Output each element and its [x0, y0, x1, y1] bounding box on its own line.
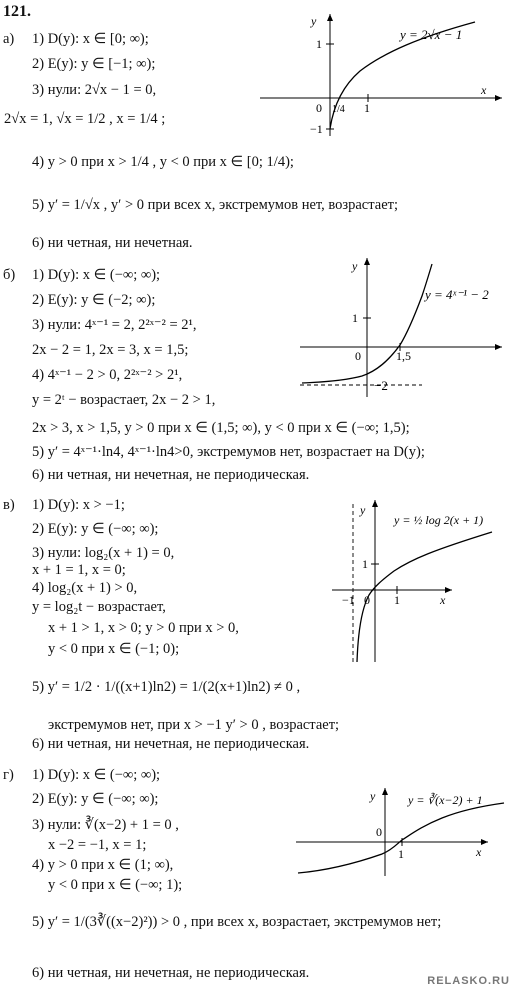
- part-v-line-2: 2) E(y): y ∈ (−∞; ∞);: [32, 521, 159, 537]
- graph-g: [292, 780, 514, 880]
- graph-g-tick-1: 1: [398, 847, 404, 861]
- part-a-line-2: 2) E(y): y ∈ [−1; ∞);: [32, 56, 156, 72]
- part-b-line-1: 1) D(y): x ∈ (−∞; ∞);: [32, 267, 161, 283]
- graph-v-tick-1y: 1: [362, 557, 368, 571]
- graph-b-tick-0: 0: [355, 349, 361, 363]
- part-g-line-1: 1) D(y): x ∈ (−∞; ∞);: [32, 767, 161, 783]
- part-b-line-4b: y = 2ᵗ − возрастает, 2x − 2 > 1,: [32, 392, 216, 408]
- part-v-line-4: 4) log₂(x + 1) > 0,: [32, 580, 138, 596]
- graph-g-formula: y = ∛(x−2) + 1: [408, 793, 483, 807]
- part-g-marker: г): [3, 767, 14, 783]
- part-g-line-5: 5) y′ = 1/(3∛((x−2)²)) > 0 , при всех x, возрастает, экстремумов нет;: [32, 914, 442, 930]
- part-v-line-6: 6) ни четная, ни нечетная, не периодическая.: [32, 736, 310, 752]
- part-v-marker: в): [3, 497, 15, 513]
- graph-g-curve: [298, 803, 504, 873]
- graph-a-tick-1x: 1: [364, 101, 370, 115]
- graph-v-y-label: y: [360, 503, 366, 517]
- graph-b-tick-15: 1,5: [396, 349, 411, 363]
- graph-b-tick-1: 1: [352, 311, 358, 325]
- part-a-line-6: 6) ни четная, ни нечетная.: [32, 235, 193, 251]
- part-v-line-5b: экстремумов нет, при x > −1 y′ > 0 , возрастает;: [48, 717, 340, 733]
- graph-v-tick-0: 0: [364, 593, 370, 607]
- graph-v-tick-1x: 1: [394, 593, 400, 607]
- graph-v-tick-m1: −1: [342, 593, 355, 607]
- part-a-line-5: 5) y′ = 1/√x , y′ > 0 при всех x, экстремумов нет, возрастает;: [32, 197, 398, 213]
- part-g-line-4: 4) y > 0 при x ∈ (1; ∞),: [32, 857, 174, 873]
- problem-number: 121.: [3, 3, 31, 20]
- graph-a-tick-1y: 1: [316, 37, 322, 51]
- part-v-line-3b: x + 1 = 1, x = 0;: [32, 562, 126, 578]
- part-b-line-5: 5) y′ = 4ˣ⁻¹·ln4, 4ˣ⁻¹·ln4>0, экстремумов нет, возрастает на D(y);: [32, 444, 425, 460]
- part-v-line-1: 1) D(y): x > −1;: [32, 497, 125, 513]
- graph-a-x-label: x: [481, 83, 487, 97]
- part-b-line-2: 2) E(y): y ∈ (−2; ∞);: [32, 292, 156, 308]
- part-g-line-2: 2) E(y): y ∈ (−∞; ∞);: [32, 791, 159, 807]
- part-g-line-3: 3) нули: ∛(x−2) + 1 = 0 ,: [32, 817, 179, 833]
- graph-v-curve: [357, 532, 492, 662]
- part-a-line-3: 3) нули: 2√x − 1 = 0,: [32, 82, 157, 98]
- part-a-marker: а): [3, 31, 15, 47]
- graph-a: [250, 8, 510, 140]
- graph-v-formula: y = ½ log 2(x + 1): [394, 513, 484, 527]
- part-v-line-4d: y < 0 при x ∈ (−1; 0);: [48, 641, 180, 657]
- part-b-line-3: 3) нули: 4ˣ⁻¹ = 2, 2²ˣ⁻² = 2¹,: [32, 317, 197, 333]
- graph-v: [322, 492, 512, 672]
- graph-b-tick-m2: −2: [374, 378, 388, 393]
- part-b-line-6: 6) ни четная, ни нечетная, не периодическая.: [32, 467, 310, 483]
- part-v-line-5: 5) y′ = 1/2 · 1/((x+1)ln2) = 1/(2(x+1)ln2) ≠ 0 ,: [32, 679, 301, 695]
- part-v-line-4b: y = log₂t − возрастает,: [32, 599, 166, 615]
- graph-g-x-label: x: [476, 845, 482, 859]
- graph-g-y-label: y: [370, 789, 376, 803]
- graph-b-y-label: y: [352, 259, 358, 273]
- part-v-line-4c: x + 1 > 1, x > 0; y > 0 при x > 0,: [48, 620, 239, 636]
- graph-b: [292, 252, 514, 400]
- graph-a-formula: y = 2√x − 1: [400, 27, 463, 42]
- part-b-line-3b: 2x − 2 = 1, 2x = 3, x = 1,5;: [32, 342, 189, 358]
- graph-v-x-label: x: [440, 593, 446, 607]
- part-b-marker: б): [3, 267, 16, 283]
- part-g-line-4b: y < 0 при x ∈ (−∞; 1);: [48, 877, 183, 893]
- part-b-line-4c: 2x > 3, x > 1,5, y > 0 при x ∈ (1,5; ∞), y < 0 при x ∈ (−∞; 1,5);: [32, 420, 410, 436]
- part-v-line-3: 3) нули: log₂(x + 1) = 0,: [32, 545, 175, 561]
- graph-a-tick-0: 0: [316, 101, 322, 115]
- part-g-line-3b: x −2 = −1, x = 1;: [48, 837, 147, 853]
- part-a-line-3b: 2√x = 1, √x = 1/2 , x = 1/4 ;: [4, 111, 166, 127]
- part-a-line-1: 1) D(y): x ∈ [0; ∞);: [32, 31, 149, 47]
- graph-a-tick-quarter: 1/4: [332, 104, 345, 115]
- graph-b-formula: y = 4ˣ⁻¹ − 2: [425, 287, 489, 302]
- part-a-line-4: 4) y > 0 при x > 1/4 , y < 0 при x ∈ [0; 1/4);: [32, 154, 294, 170]
- part-b-line-4: 4) 4ˣ⁻¹ − 2 > 0, 2²ˣ⁻² > 2¹,: [32, 367, 183, 383]
- part-g-line-6: 6) ни четная, ни нечетная, не периодическая.: [32, 965, 310, 981]
- graph-g-tick-0: 0: [376, 825, 382, 839]
- graph-a-y-label: y: [311, 14, 317, 28]
- graph-a-tick-m1: −1: [310, 122, 323, 136]
- watermark: RELASKO.RU: [427, 975, 510, 987]
